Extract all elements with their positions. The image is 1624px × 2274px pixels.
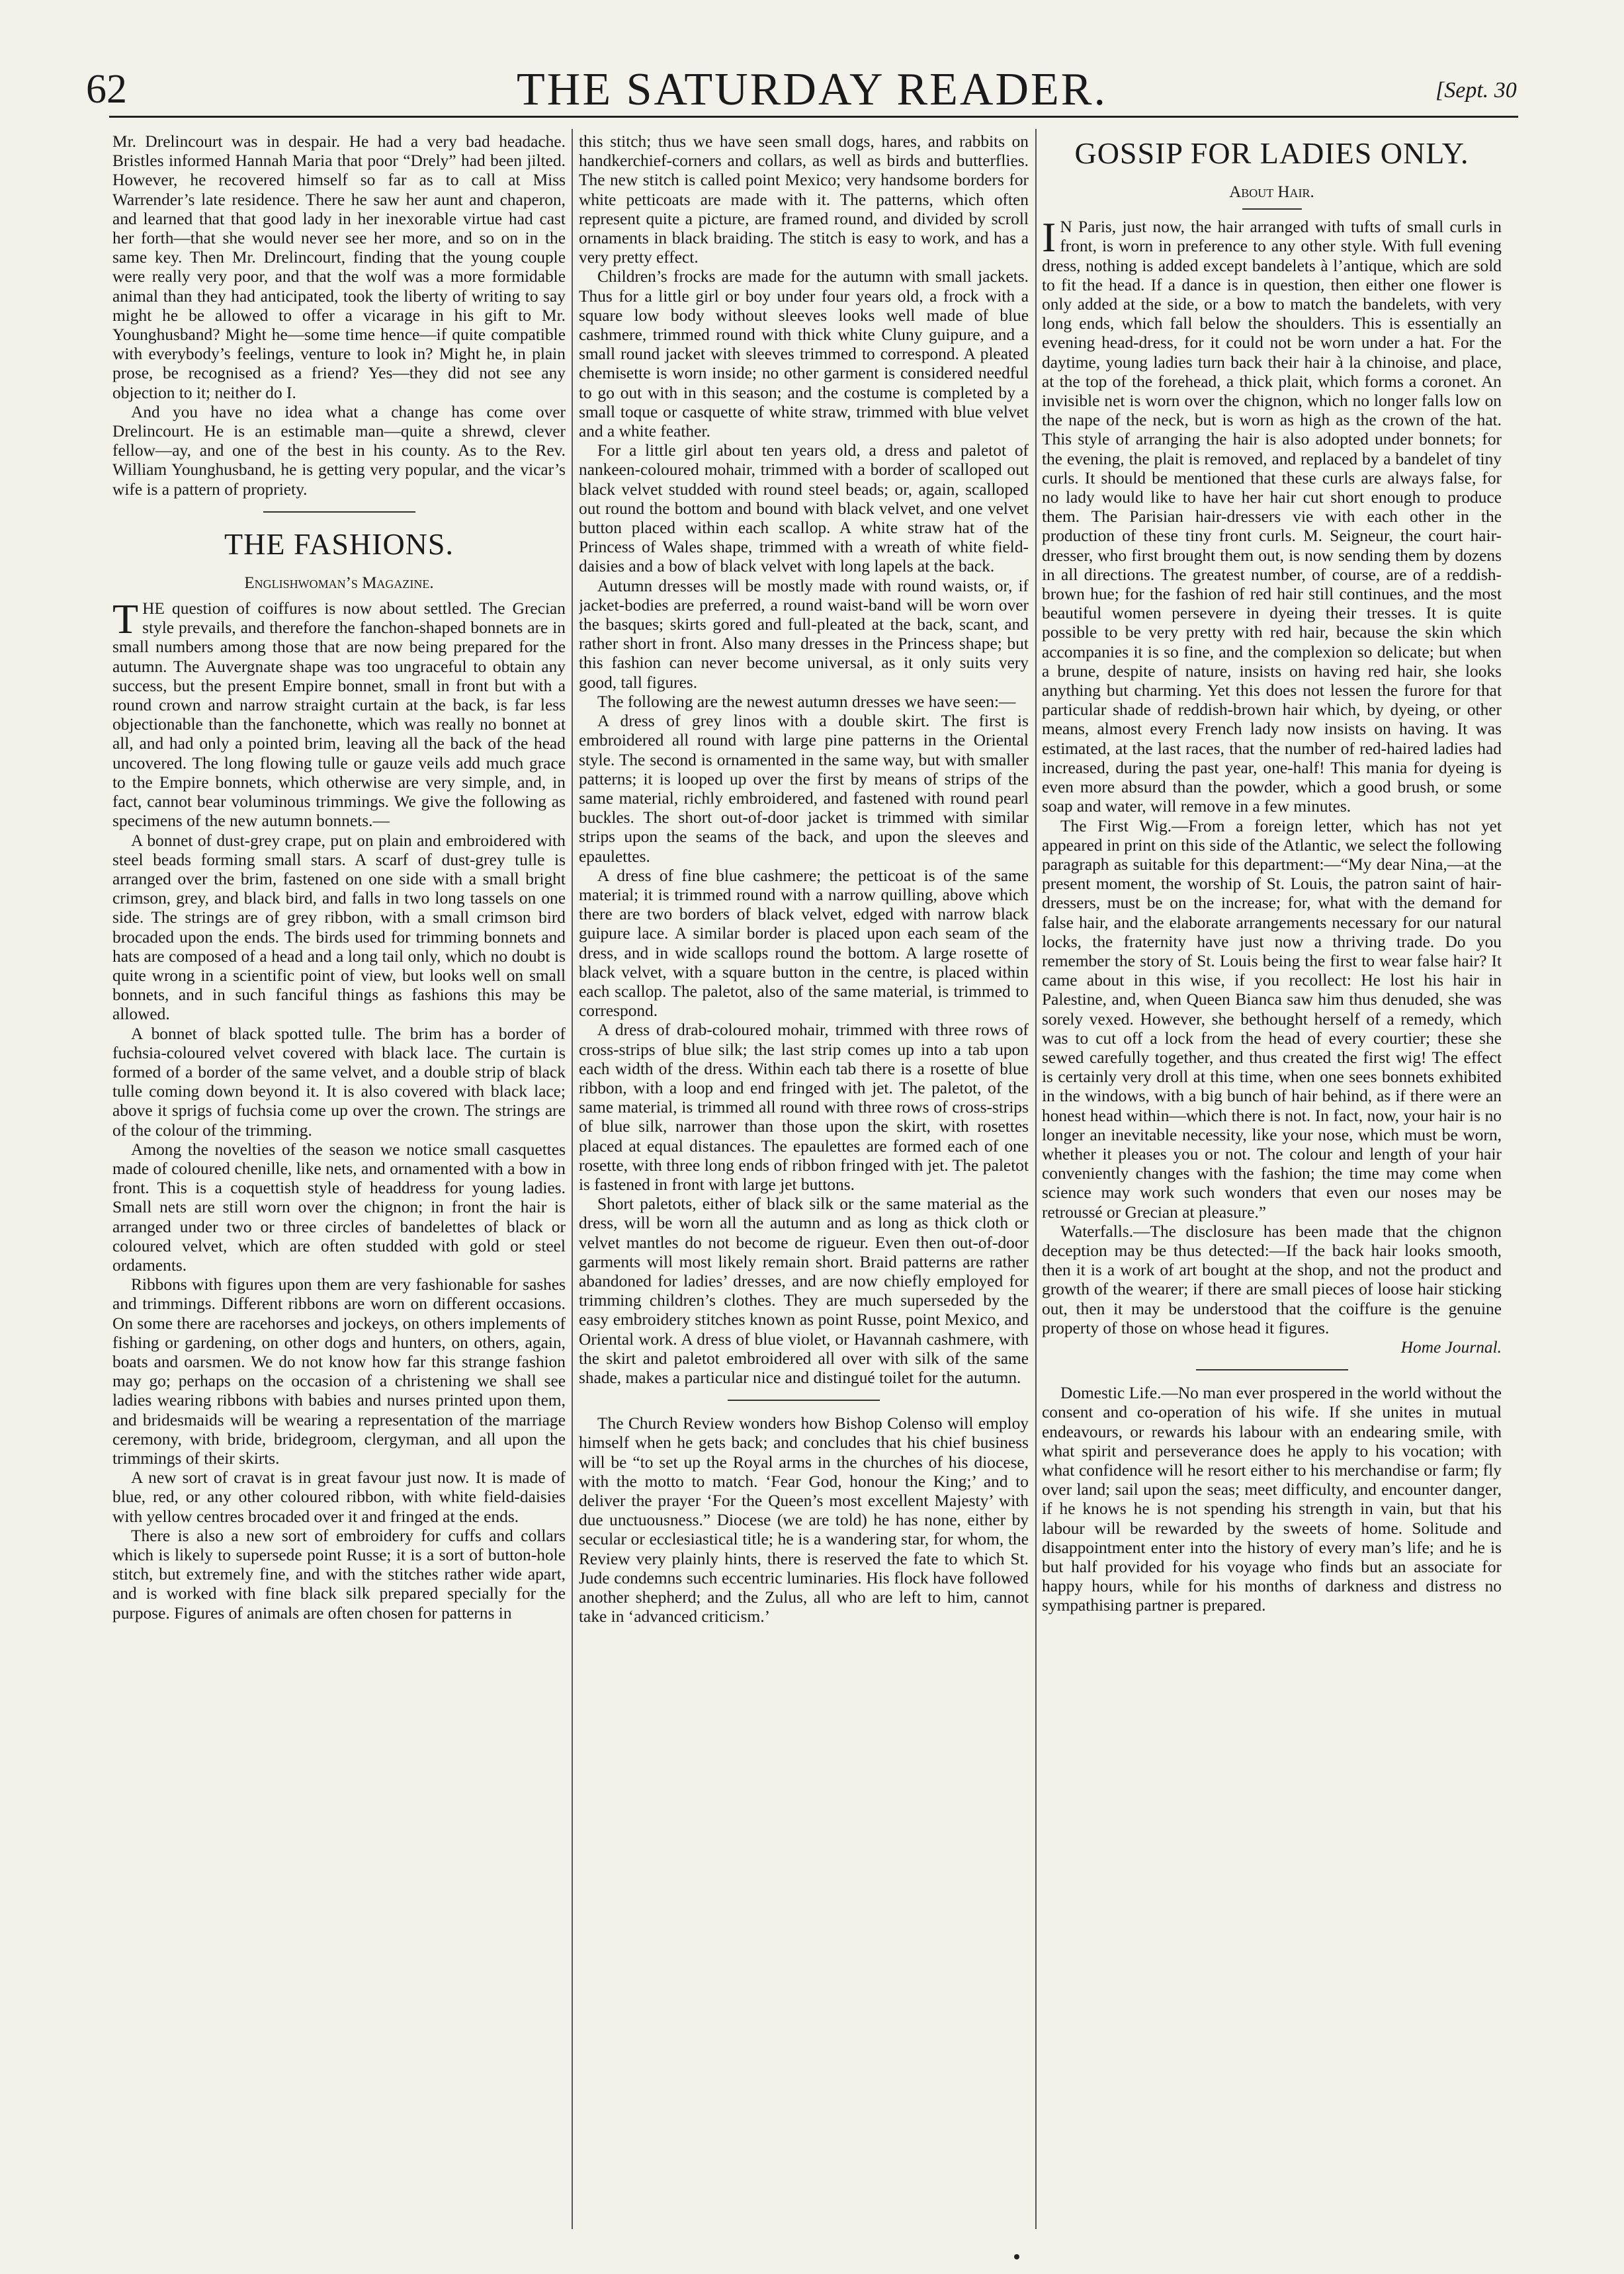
- column-2: [579, 132, 1029, 2236]
- issue-date: [Sept. 30: [1435, 78, 1517, 103]
- fashions-paragraph: The following are the newest autumn dresses we have seen:—: [597, 692, 1016, 711]
- fashions-paragraph: Short paletots, either of black silk or the same material as the dress, will be worn all the autumn and as long as thick cloth or velvet mantles do not become de rigueur. Even then out-of-door garments will most likely remain short. Braid patterns are rather abandoned for ladies’ dresses, and are now chiefly employed for trimming children’s clothes. They are much superseded by the easy embroidery stitches known as point Russe, point Mexico, and Oriental work. A dress of blue violet, or Havannah cashmere, with the skirt and paletot embroidered all over with silk of the same shade, makes a particular nice and distingué toilet for the autumn.: [579, 1195, 1029, 1387]
- fashions-paragraph: A new sort of cravat is in great favour just now. It is made of blue, red, or any other coloured ribbon, with white field-daisies with yellow centres brocaded over it and fringed at the ends.: [112, 1468, 566, 1526]
- column-divider-1: [572, 129, 573, 2229]
- column-3: [1042, 132, 1502, 2236]
- fashions-paragraph: Children’s frocks are made for the autumn with small jackets. Thus for a little girl or boy under four years old, a frock with a square low body without sleeves looks well made of blue cashmere, trimmed round with thick white Cluny guipure, and a small round jacket with sleeves trimmed to correspond. A pleated chemisette is worn inside; no other garment is considered needful to go out with in this season; and the costume is completed by a small toque or casquette of white straw, trimmed with blue velvet and a white feather.: [579, 267, 1029, 441]
- fashions-source: Englishwoman’s Magazine.: [244, 573, 434, 592]
- journal-title: THE SATURDAY READER.: [517, 64, 1107, 115]
- church-review-paragraph: The Church Review wonders how Bishop Colenso will employ himself when he gets back; and concludes that his chief business will be “to set up the Royal arms in the churches of his diocese, with the motto to match. ‘Fear God, honour the King;’ and to deliver the prayer ‘For the Queen’s most excellent Majesty’ with due unctuousness.” Diocese (we are told) he has none, either by secular or ecclesiastical title; he is a wandering star, for whom, the Review very plainly hints, there is reserved the fate to which St. Jude condemns such eccentric luminaries. His flock have followed another shepherd; and the Zulus, all who are left to him, cannot take in ‘advanced criticism.’: [579, 1414, 1029, 1626]
- fashions-paragraph: There is also a new sort of embroidery for cuffs and collars which is likely to supersede point Russe; it is a sort of button-hole stitch, but extremely fine, and with the stitches rather wide apart, and is worked with fine black silk prepared specially for the purpose. Figures of animals are often chosen for patterns in: [112, 1526, 566, 1622]
- heading-rule: [1242, 208, 1302, 210]
- fashions-paragraph: Ribbons with figures upon them are very fashionable for sashes and trimmings. Different ribbons are worn on different occasions. On some there are racehorses and jockeys, on others implements of fishing or gardening, on other dogs and hunters, on others, again, boats and oarsmen. We do not know how far this strange fashion may go; perhaps on the occasion of a christening we shall see ladies wearing ribbons with babies and nurses printed upon them, and bridesmaids will be wearing a representation of the marriage ceremony, with bride, bridegroom, clergyman, and all upon the trimmings of their skirts.: [112, 1275, 566, 1468]
- section-rule: [728, 1400, 880, 1401]
- page-mark: [1014, 2254, 1019, 2259]
- about-hair-heading: About Hair.: [1229, 183, 1314, 201]
- fashions-paragraph: Among the novelties of the season we notice small casquettes made of coloured chenille, like nets, and ornamented with a bow in front. This is a coquettish style of headdress for young ladies. Small nets are still worn over the chignon; in front the hair is arranged under two or three circles of bandelettes of black or coloured velvet, which are often studded with gold or steel ordaments.: [112, 1140, 566, 1275]
- drop-cap: I: [1042, 214, 1056, 261]
- fashions-paragraph: For a little girl about ten years old, a dress and paletot of nankeen-coloured mohair, trimmed with a border of scalloped out black velvet studded with round steel beads; or, again, scalloped out round the bottom and bound with black velvet, and one velvet button placed within each scallop. A white straw hat of the Princess of Wales shape, trimmed with a wreath of white field-daisies and a bow of black velvet with long lapels at the back.: [579, 441, 1029, 576]
- domestic-life-paragraph: Domestic Life.—No man ever prospered in the world without the consent and co-operation of his wife. If she unites in mutual endeavours, or rewards his labour with an endearing smile, with what spirit and perseverance does he apply to his vocation; with what confidence will he resort either to his merchandise or farm; fly over land; sail upon the seas; meet difficulty, and encounter danger, if he knows he is not spending his strength in vain, but that his labour will be rewarded by the sweets of home. Solitude and disappointment enter into the history of every man’s life; and he is but half provided for his voyage who finds but an associate for happy hours, while for his months of darkness and distress no sympathising partner is prepared.: [1042, 1384, 1502, 1615]
- story-ending-paragraph: Mr. Drelincourt was in despair. He had a very bad headache. Bristles informed Hannah Maria that poor “Drely” had been jilted. However, he recovered himself so far as to call at Miss Warrender’s late residence. There he saw her aunt and chaperon, and learned that that good lady in her inexorable virtue had cast her forth—that she would never see her more, and so on in the same key. Then Mr. Drelincourt, finding that the young couple were really very poor, and that the wolf was a more formidable animal than they had anticipated, took the liberty of writing to say might he be allowed to offer a vicarage in his gift to Mr. Younghusband? Might he—some time hence—if quite compatible with everybody’s feelings, venture to look in? Might he, in plain prose, be recognised as a friend? Yes—they did not see any objection to it; neither do I.: [112, 132, 566, 402]
- column-1: [112, 132, 566, 2236]
- fashions-paragraph: A bonnet of dust-grey crape, put on plain and embroidered with steel beads forming small stars. A scarf of dust-grey tulle is arranged over the brim, fastened on one side with a small bright crimson, grey, and black bird, and falls in two long tassels on one side. The strings are of grey ribbon, with a small crimson bird brocaded upon the ends. The birds used for trimming bonnets and hats are composed of a head and a long tail only, which no doubt is quite wrong in a scientific point of view, but looks well on small bonnets, and in such fanciful things as fashions this may be allowed.: [112, 831, 566, 1024]
- drop-cap: T: [112, 595, 139, 643]
- header-rule: [109, 116, 1518, 118]
- column-divider-2: [1035, 129, 1037, 2229]
- fashions-paragraph: this stitch; thus we have seen small dogs, hares, and rabbits on handkerchief-corners and collars, as well as birds and butterflies. The new stitch is called point Mexico; very handsome borders for white petticoats are made with it. The patterns, which often represent quite a picture, are framed round, and divided by scroll ornaments in black braiding. The stitch is easy to work, and has a very pretty effect.: [579, 132, 1029, 267]
- gossip-title: GOSSIP FOR LADIES ONLY.: [1074, 136, 1469, 170]
- waterfalls-paragraph: Waterfalls.—The disclosure has been made that the chignon deception may be thus detected:—If the back hair looks smooth, then it is a work of art bought at the shop, and not the product and growth of the wearer; if there are small pieces of loose hair sticking out, then it may be understood that the coiffure is the genuine property of those on whose head it figures.: [1042, 1222, 1502, 1337]
- fashions-paragraph: A dress of fine blue cashmere; the petticoat is of the same material; it is trimmed round with a narrow quilling, above which there are two borders of black velvet, edged with narrow black guipure lace. A similar border is placed upon each seam of the dress, and in wide scallops round the bottom. A large rosette of black velvet, with a square button in the centre, is placed within each scallop. The paletot, also of the same material, is trimmed to correspond.: [579, 866, 1029, 1021]
- fashions-paragraph: A bonnet of black spotted tulle. The brim has a border of fuchsia-coloured velvet covered with black lace. The curtain is formed of a border of the same velvet, and a double strip of black tulle coming down beyond it. It is also covered with black lace; above it sprigs of fuchsia come up over the crown. The strings are of the colour of the trimming.: [112, 1024, 566, 1140]
- fashions-paragraph: Autumn dresses will be mostly made with round waists, or, if jacket-bodies are preferred, a round waist-band will be worn over the basques; skirts gored and full-pleated at the back, scant, and rather short in front. Also many dresses in the Princess shape; but this fashion can never become universal, as it only suits very good, tall figures.: [579, 576, 1029, 692]
- section-rule: [1196, 1369, 1348, 1370]
- fashions-paragraph: A dress of drab-coloured mohair, trimmed with three rows of cross-strips of blue silk; the last strip comes up into a tab upon each width of the dress. Within each tab there is a rosette of blue ribbon, with a loop and end fringed with jet. The paletot, of the same material, is trimmed all round with three rows of cross-strips of blue silk, narrower than those upon the skirt, with rosettes placed at equal distances. The epaulettes are formed each of one rosette, with three long ends of ribbon fringed with jet. The paletot is fastened in front with large jet buttons.: [579, 1021, 1029, 1194]
- fashions-paragraph: THE question of coiffures is now about settled. The Grecian style prevails, and therefore the fanchon-shaped bonnets are in small numbers among those that are now being prepared for the autumn. The Auvergnate shape was too ungraceful to obtain any success, but the present Empire bonnet, small in front but with a round crown and narrow straight curtain at the back, is far less objectionable than the fanchonette, which was really no bonnet at all, and had only a pointed brim, leaving all the back of the head uncovered. The long flowing tulle or gauze veils add much grace to the Empire bonnets, which otherwise are very simple, and, in fact, cannot bear voluminous trimmings. We give the following as specimens of the new autumn bonnets.—: [112, 595, 566, 831]
- fashions-title: THE FASHIONS.: [224, 526, 454, 561]
- page-number: 62: [86, 67, 127, 112]
- section-rule: [263, 511, 415, 513]
- hair-paragraph: I N Paris, just now, the hair arranged with tufts of small curls in front, is worn in preference to any other style. With full evening dress, nothing is added except bandelets à l’antique, which are sold to fit the head. If a dance is in question, then either one flower is only added at the side, or a bow to match the bandelets, with very long ends, which fall below the shoulders. This is essentially an evening head-dress, for it could not be worn under a hat. For the daytime, young ladies turn back their hair à la chinoise, and place, at the top of the forehead, a thick plait, which forms a coronet. An invisible net is worn over the chignon, which no longer falls low on the nape of the neck, but is worn as high as the crown of the hat. This style of arranging the hair is also adopted under bonnets; for the evening, the plait is removed, and replaced by a bandelet of tiny curls. It should be mentioned that these curls are always false, for no lady would like to have her hair cut short enough to produce them. The Parisian hair-dressers vie with each other in the production of these tiny front curls. M. Seigneur, the court hair-dresser, who first brought them out, is now sending them by dozens in all directions. The greatest number, of course, are of a reddish-brown hue; for the fashion of red hair still continues, and the most beautiful women persevere in dyeing their tresses. It is quite possible to be very pretty with red hair, because the skin which accompanies it is so fine, and the complexion so delicate; but when a brune, despite of nature, insists on having red hair, she looks anything but charming. Yet this does not lessen the furore for that particular shade of reddish-brown hair which, by dyeing, or other means, almost every French lady now insists on having. It was estimated, at the last races, that the number of red-haired ladies had increased, during the past year, one-half! This mania for dyeing is even more absurd than the powder, which a good brush, or some soap and water, will remove in a few minutes.: [1042, 214, 1502, 816]
- story-ending-paragraph: And you have no idea what a change has come over Drelincourt. He is an estimable man—quite a shrewd, clever fellow—ay, and one of the best in his county. As to the Rev. William Younghusband, he is getting very popular, and the vicar’s wife is a pattern of propriety.: [112, 402, 566, 499]
- first-wig-paragraph: The First Wig.—From a foreign letter, which has not yet appeared in print on this side of the Atlantic, we select the following paragraph as suitable for this department:—“My dear Nina,—at the present moment, the worship of St. Louis, the patron saint of hair-dressers, must be on the increase; for, what with the demand for false hair, and the elaborate arrangements necessary for our natural locks, the fraternity have just now a thriving trade. Do you remember the story of St. Louis being the first to wear false hair? It came about in this wise, if you recollect: He lost his hair in Palestine, and, when Queen Bianca saw him thus denuded, she was sorely vexed. However, she bethought herself of a remedy, which was to cut off a lock from the head of every courtier; these she sewed carefully together, and thus created the first wig! The effect is certainly very droll at this time, when one sees bonnets exhibited in the windows, with a big bunch of hair behind, as if there were an honest head within—which there is not. In fact, now, your hair is no longer an inevitable necessity, like your nose, which must be worn, whether it pleases you or not. The colour and length of your hair conveniently changes with the fashion; the time may come when science may work such wonders that even our noses may be retroussé or Grecian at pleasure.”: [1042, 816, 1502, 1222]
- fashions-paragraph: A dress of grey linos with a double skirt. The first is embroidered all round with large pine patterns in the Oriental style. The second is ornamented in the same way, but with smaller patterns; it is looped up over the first by means of strips of the same material, richly embroidered, and fastened with round pearl buckles. The short out-of-door jacket is trimmed with similar strips upon the seams of the back, and upon the sleeves and epaulettes.: [579, 712, 1029, 866]
- masthead: [0, 0, 1624, 115]
- waterfalls-source: Home Journal.: [1400, 1337, 1502, 1357]
